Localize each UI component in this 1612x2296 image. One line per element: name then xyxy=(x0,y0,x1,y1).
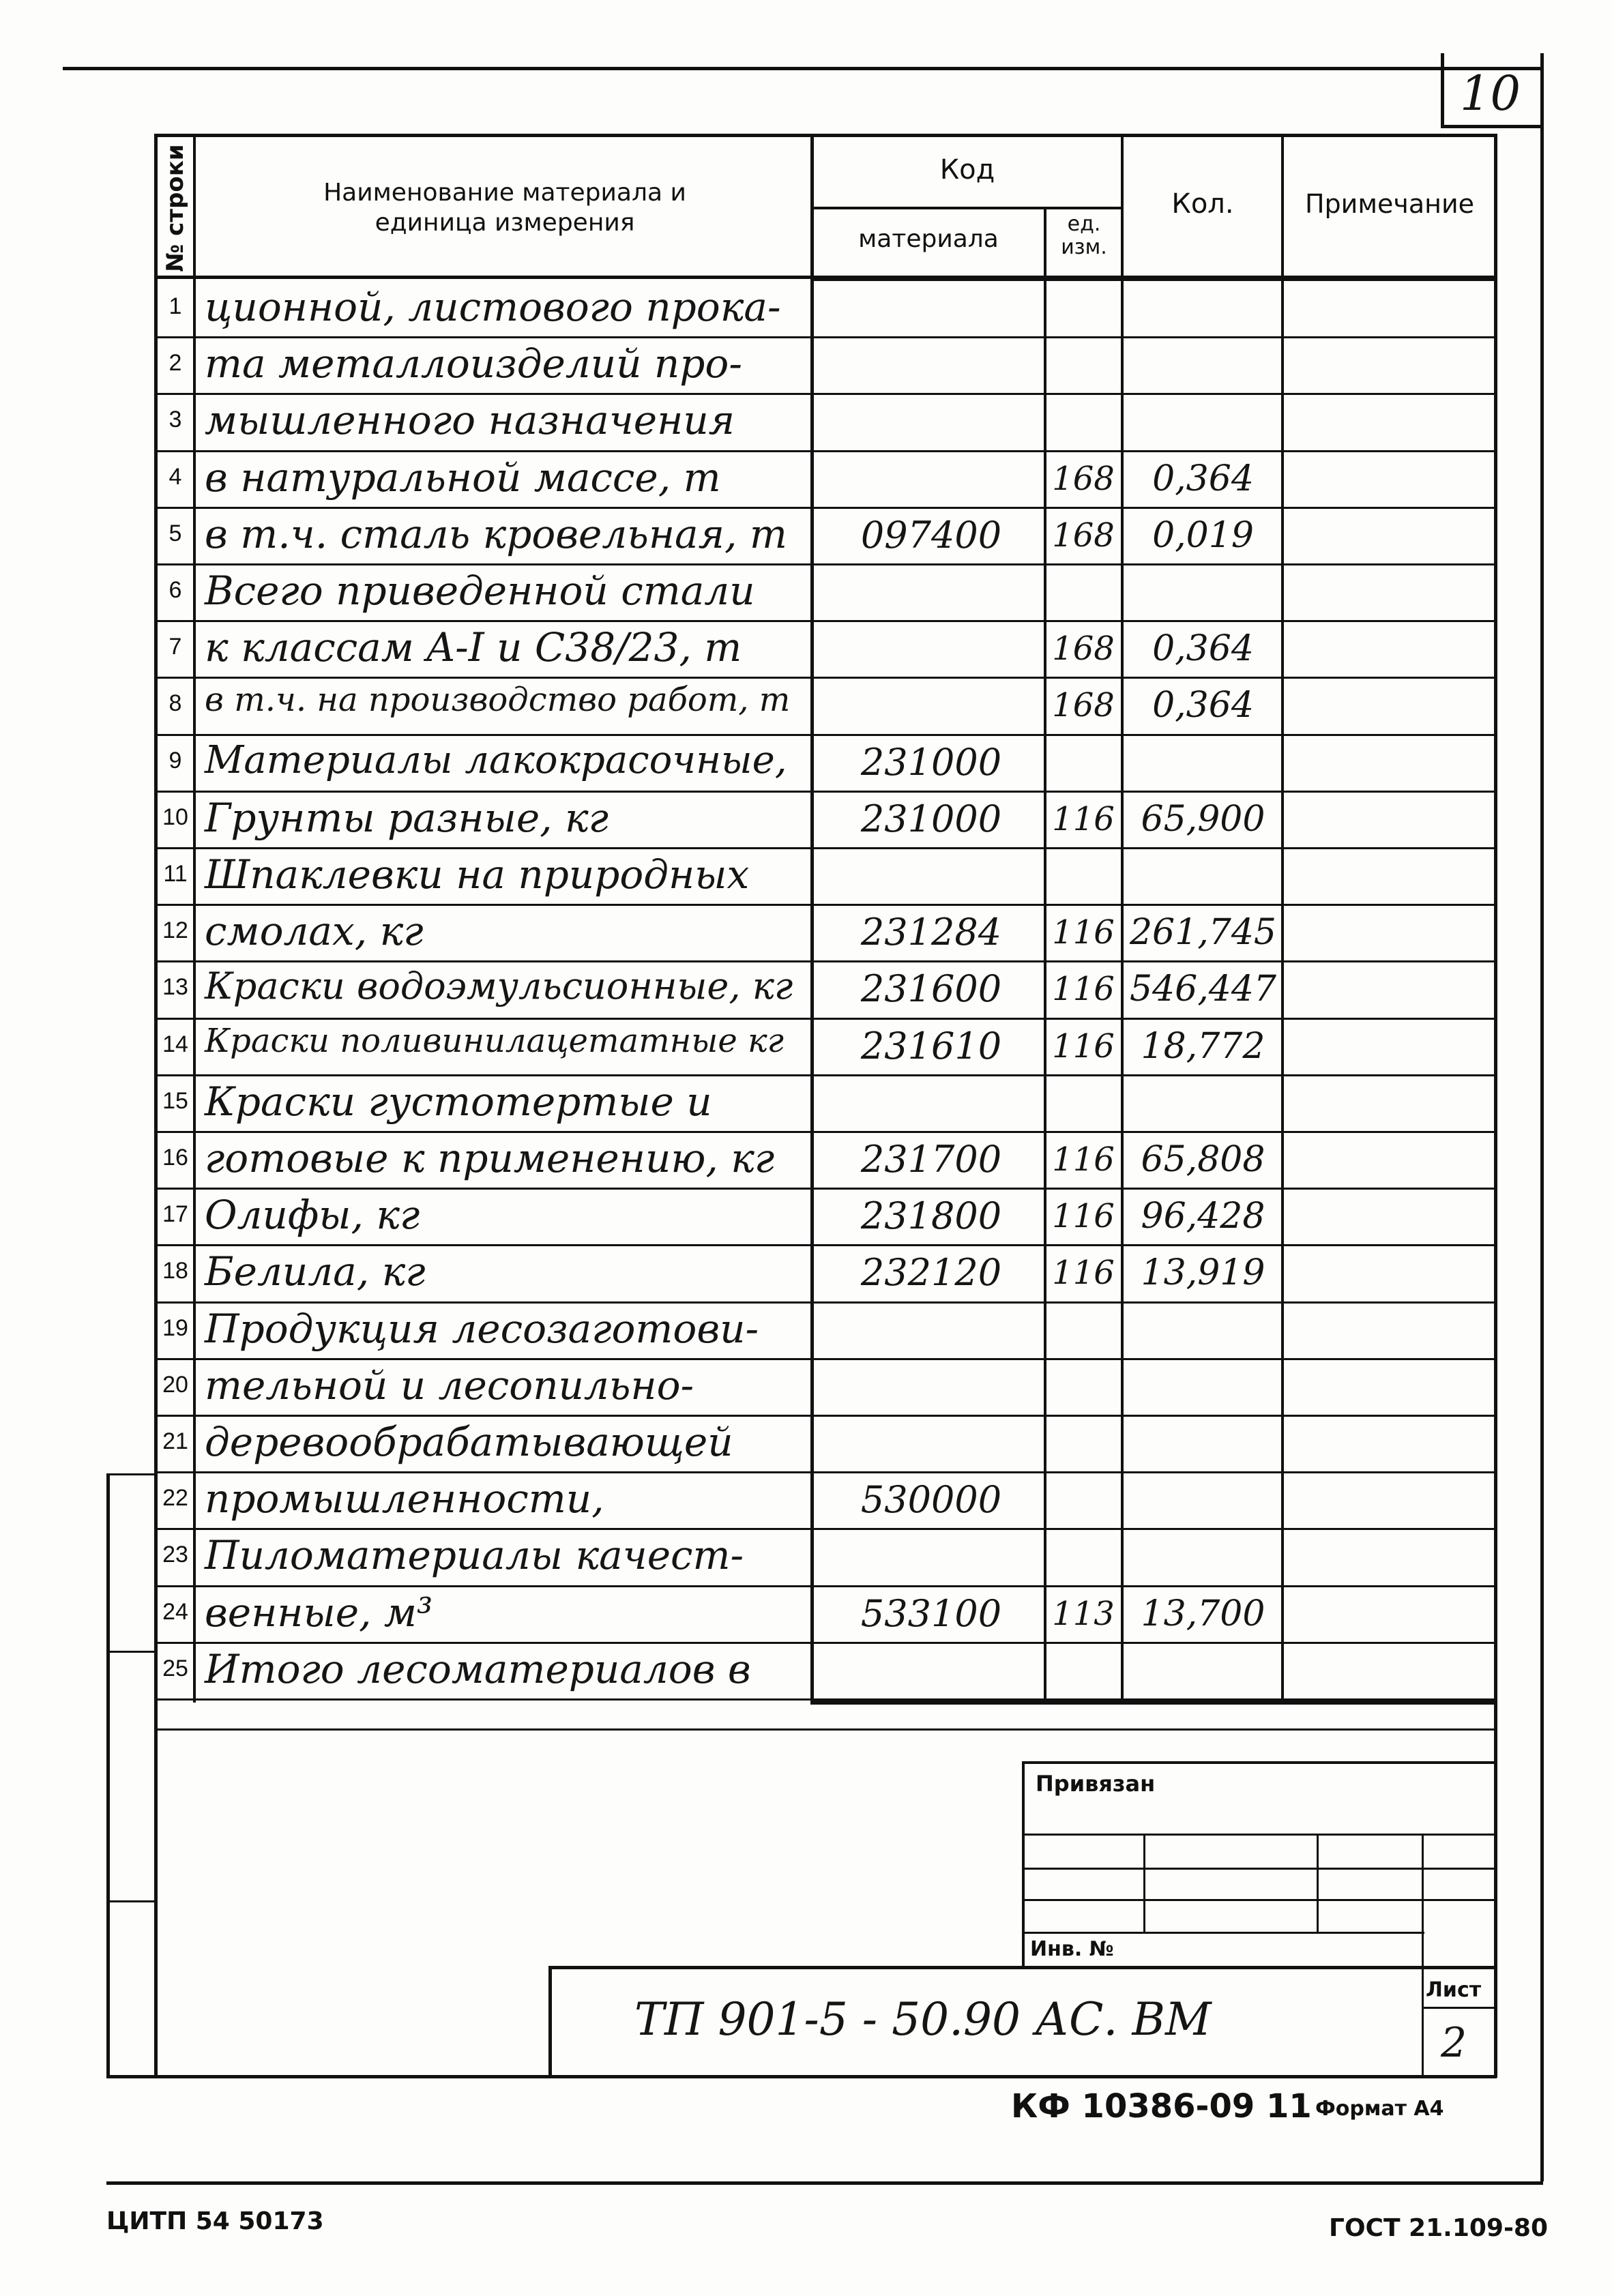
row-divider xyxy=(154,960,1497,962)
header-name-line1: Наименование материала и xyxy=(323,179,686,207)
form-left-border xyxy=(154,134,158,2078)
top-rule xyxy=(63,67,1543,70)
stamp-grid-1 xyxy=(1022,1834,1497,1836)
outer-right-border xyxy=(1540,53,1544,2181)
row-name: к классам A-I и C38/23, т xyxy=(205,624,742,671)
row-name: Краски густотертые и xyxy=(205,1078,712,1125)
row-quantity: 96,428 xyxy=(1141,1196,1265,1237)
header-code: Код xyxy=(939,154,995,186)
designation-top xyxy=(548,1966,1497,1969)
row-quantity: 0,364 xyxy=(1152,458,1254,499)
row-number: 25 xyxy=(162,1655,188,1681)
row-name: готовые к применению, кг xyxy=(205,1135,775,1181)
row-divider xyxy=(154,1188,1497,1190)
row-name: Итого лесоматериалов в xyxy=(205,1646,751,1692)
row-code: 231610 xyxy=(860,1025,1002,1068)
row-number: 23 xyxy=(162,1542,188,1568)
row-number: 15 xyxy=(162,1088,188,1114)
row-quantity: 0,364 xyxy=(1152,685,1254,726)
row-number: 5 xyxy=(168,520,182,546)
col-name-right xyxy=(810,134,814,1703)
row-divider xyxy=(154,677,1497,679)
row-divider xyxy=(154,620,1497,622)
row-unit: 168 xyxy=(1052,460,1115,498)
header-unit-1: ед. xyxy=(1067,212,1101,236)
row-divider xyxy=(154,1471,1497,1473)
row-name: в т.ч. сталь кровельная, т xyxy=(205,511,787,557)
row-divider xyxy=(154,847,1497,849)
row-number: 16 xyxy=(162,1145,188,1171)
header-quantity: Кол. xyxy=(1171,188,1234,220)
row-name: Продукция лесозаготови- xyxy=(205,1306,759,1352)
bottom-code: КФ 10386-09 11 xyxy=(1011,2087,1312,2125)
header-rowno-text: № строки xyxy=(162,144,189,272)
row-code: 231800 xyxy=(860,1194,1002,1237)
row-number: 17 xyxy=(162,1201,188,1227)
row-name: венные, м³ xyxy=(205,1589,433,1636)
row-number: 21 xyxy=(162,1428,188,1454)
format-label: Формат А4 xyxy=(1315,2097,1444,2121)
footer-rule xyxy=(106,2181,1543,2185)
stamp-grid-4 xyxy=(1022,1932,1424,1934)
margin-strip-mid2 xyxy=(106,1900,158,1902)
row-divider xyxy=(154,1301,1497,1304)
row-divider xyxy=(154,904,1497,906)
row-quantity: 13,700 xyxy=(1141,1593,1265,1634)
form-top-border xyxy=(154,134,1497,137)
row-unit: 116 xyxy=(1052,1140,1115,1179)
designation-left xyxy=(548,1966,552,2078)
stamp-bound-label: Привязан xyxy=(1036,1771,1156,1797)
row-number: 20 xyxy=(162,1372,188,1398)
stamp-sheet-label: Лист xyxy=(1426,1978,1482,2002)
row-name: мышленного назначения xyxy=(205,397,735,443)
row-name: Краски поливинилацетатные кг xyxy=(205,1022,784,1060)
stamp-sheet-number: 2 xyxy=(1441,2019,1467,2067)
row-quantity: 546,447 xyxy=(1129,969,1277,1010)
header-note: Примечание xyxy=(1304,189,1475,219)
stamp-vline-1 xyxy=(1143,1834,1145,1933)
row-number: 12 xyxy=(162,917,188,943)
row-name: деревообрабатывающей xyxy=(205,1419,733,1465)
row-number: 13 xyxy=(162,974,188,1000)
row-name: в натуральной массе, т xyxy=(205,454,721,501)
row-code: 231000 xyxy=(860,797,1002,840)
row-code: 097400 xyxy=(860,514,1002,557)
row-number: 11 xyxy=(163,861,188,887)
row-unit: 116 xyxy=(1052,1197,1115,1235)
row-number: 2 xyxy=(168,350,182,376)
row-code: 232120 xyxy=(860,1251,1002,1294)
row-quantity: 0,019 xyxy=(1152,515,1254,556)
row-divider xyxy=(154,1018,1497,1020)
row-quantity: 261,745 xyxy=(1129,912,1277,953)
row-divider xyxy=(154,507,1497,509)
stamp-vline-3 xyxy=(1422,1834,1424,2078)
row-divider xyxy=(154,1698,1497,1701)
row-name: в т.ч. на производство работ, т xyxy=(205,681,791,719)
row-unit: 116 xyxy=(1052,800,1115,838)
row-unit: 168 xyxy=(1052,686,1115,724)
row-name: ционной, листового прока- xyxy=(205,284,781,330)
row-code: 231600 xyxy=(860,967,1002,1010)
table-bottom-rule xyxy=(810,1700,1497,1705)
row-code: 231000 xyxy=(860,741,1002,784)
row-number: 24 xyxy=(162,1599,188,1625)
row-name: Пиломатериалы качест- xyxy=(205,1532,744,1578)
row-number: 7 xyxy=(168,634,182,660)
row-divider xyxy=(154,1642,1497,1644)
row-number: 1 xyxy=(168,293,182,319)
row-number: 14 xyxy=(162,1031,188,1057)
header-code-material: материала xyxy=(858,225,999,253)
row-divider xyxy=(154,1415,1497,1417)
stamp-designation: ТП 901-5 - 50.90 АС. ВМ xyxy=(634,1993,1212,2046)
header-rowno xyxy=(158,143,192,273)
row-number: 10 xyxy=(162,804,188,830)
code-block-top xyxy=(810,276,1497,281)
stamp-top-rule xyxy=(154,1728,1497,1731)
row-quantity: 18,772 xyxy=(1141,1026,1265,1067)
stamp-bound-top xyxy=(1022,1761,1497,1764)
row-divider xyxy=(154,1585,1497,1587)
row-quantity: 65,900 xyxy=(1141,799,1265,840)
footer-left: ЦИТП 54 50173 xyxy=(106,2207,324,2235)
row-name: Материалы лакокрасочные, xyxy=(205,738,787,782)
row-divider xyxy=(154,1074,1497,1076)
footer-right: ГОСТ 21.109-80 xyxy=(1329,2214,1549,2242)
row-name: Грунты разные, кг xyxy=(205,795,609,841)
row-name: Всего приведенной стали xyxy=(205,568,755,614)
row-name: Белила, кг xyxy=(205,1248,426,1295)
row-name: Олифы, кг xyxy=(205,1192,420,1238)
row-quantity: 65,808 xyxy=(1141,1139,1265,1180)
row-number: 3 xyxy=(168,407,182,432)
row-unit: 168 xyxy=(1052,516,1115,555)
margin-strip-mid xyxy=(106,1651,158,1653)
form-right-border xyxy=(1494,134,1497,2078)
corner-box-left xyxy=(1441,53,1444,128)
row-name: тельной и лесопильно- xyxy=(205,1362,694,1409)
row-code: 530000 xyxy=(860,1478,1002,1521)
row-divider xyxy=(154,563,1497,565)
row-divider xyxy=(154,393,1497,395)
corner-box-bottom xyxy=(1441,125,1543,128)
row-name: смолах, кг xyxy=(205,908,424,954)
row-code: 533100 xyxy=(860,1592,1002,1635)
stamp-grid-2 xyxy=(1022,1868,1497,1870)
row-divider xyxy=(154,791,1497,793)
stamp-bound-left xyxy=(1022,1761,1025,1966)
row-quantity: 0,364 xyxy=(1152,628,1254,669)
row-name: промышленности, xyxy=(205,1475,604,1522)
row-code: 231284 xyxy=(860,911,1002,954)
row-divider xyxy=(154,1528,1497,1530)
row-name: Краски водоэмульсионные, кг xyxy=(205,965,793,1007)
row-unit: 116 xyxy=(1052,1254,1115,1292)
row-divider xyxy=(154,1131,1497,1133)
row-number: 19 xyxy=(162,1315,188,1341)
row-number: 9 xyxy=(168,748,182,774)
stamp-inv-label: Инв. № xyxy=(1030,1937,1114,1961)
row-divider xyxy=(154,1244,1497,1246)
row-number: 6 xyxy=(168,577,182,603)
header-unit-2: изм. xyxy=(1061,235,1107,259)
row-quantity: 13,919 xyxy=(1141,1252,1265,1293)
col-code-right xyxy=(1044,208,1046,1702)
row-number: 22 xyxy=(162,1485,188,1511)
row-divider xyxy=(154,1358,1497,1360)
row-unit: 168 xyxy=(1052,630,1115,668)
row-name: та металлоизделий про- xyxy=(205,340,742,387)
row-code: 231700 xyxy=(860,1138,1002,1181)
col-rowno-right xyxy=(193,134,196,1703)
row-number: 8 xyxy=(168,690,182,716)
margin-strip-top xyxy=(106,1473,158,1475)
row-number: 4 xyxy=(168,464,182,490)
stamp-vline-2 xyxy=(1317,1834,1319,1933)
row-divider xyxy=(154,734,1497,736)
row-unit: 116 xyxy=(1052,970,1115,1008)
row-divider xyxy=(154,450,1497,452)
code-subheader-rule xyxy=(810,207,1124,209)
header-name-line2: единица измерения xyxy=(375,209,635,237)
form-bottom-border xyxy=(106,2075,1497,2078)
sheet-corner-number: 10 xyxy=(1460,65,1521,121)
stamp-grid-3 xyxy=(1022,1899,1497,1901)
row-unit: 113 xyxy=(1052,1595,1115,1633)
row-name: Шпаклевки на природных xyxy=(205,851,750,898)
row-unit: 116 xyxy=(1052,1027,1115,1065)
row-number: 18 xyxy=(162,1258,188,1284)
row-divider xyxy=(154,336,1497,338)
sheet-cell-rule xyxy=(1422,2007,1497,2009)
row-unit: 116 xyxy=(1052,913,1115,952)
margin-strip-left xyxy=(106,1473,110,2078)
